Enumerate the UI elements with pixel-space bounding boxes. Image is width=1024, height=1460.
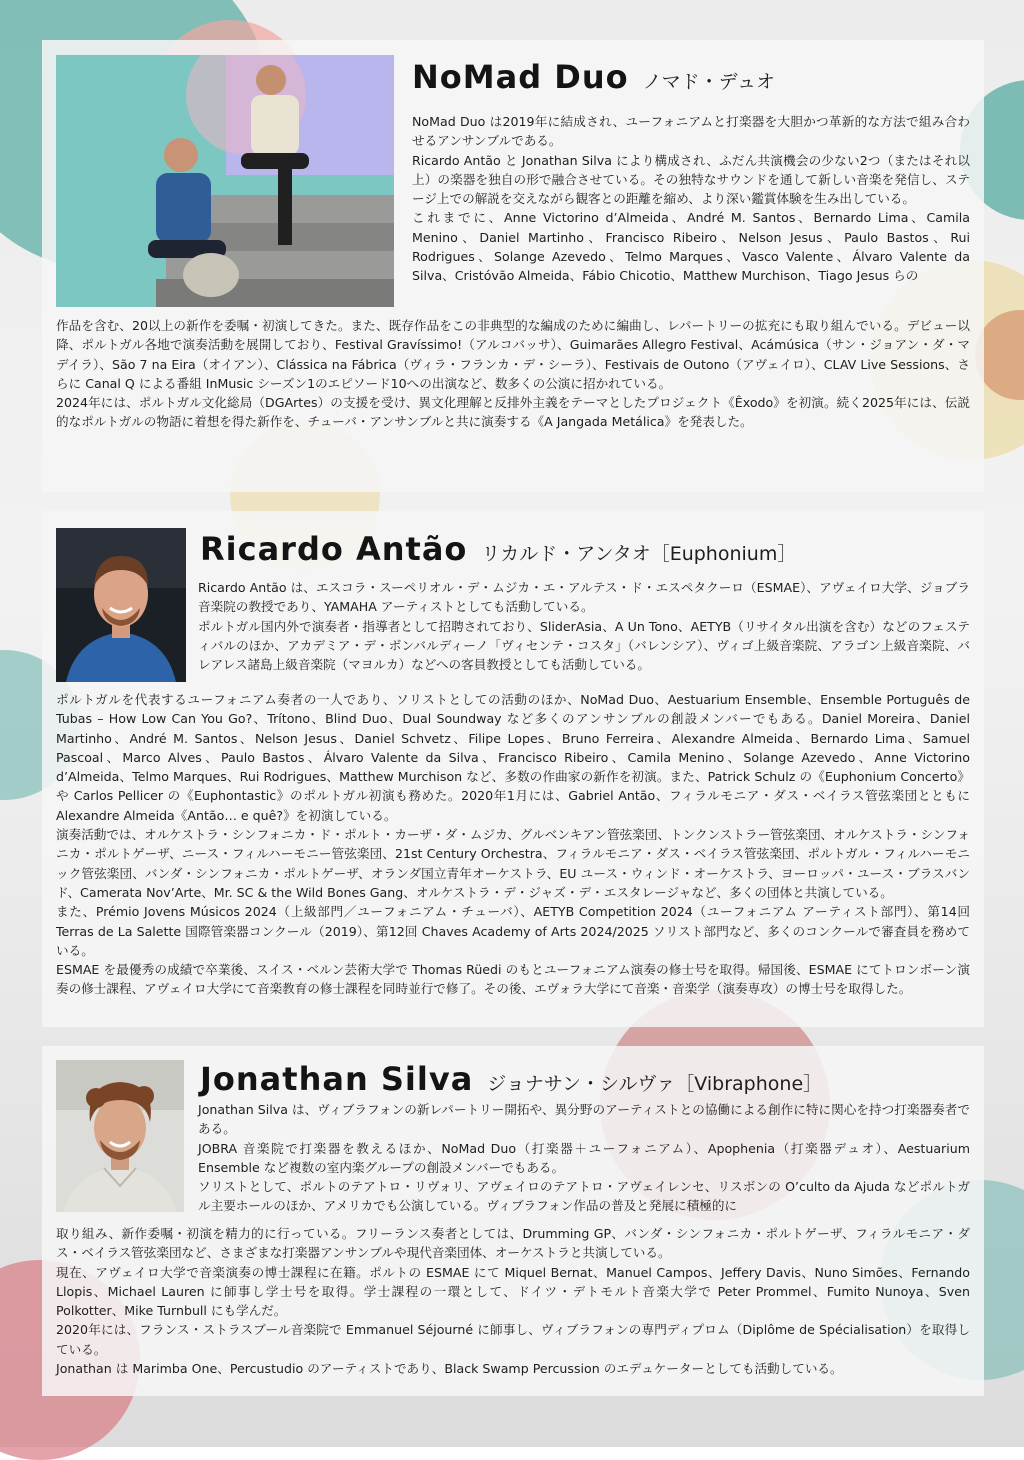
ricardo-antao-bio-bottom <box>56 690 970 999</box>
ricardo-antao-paragraph: ESMAE を最優秀の成績で卒業後、スイス・ベルン芸術大学で Thomas Rüedi のもとユーフォニアム演奏の修士号を取得。帰国後、ESMAE にてトロンボーン演奏の修士課程、アヴェイロ大学にて音楽教育の修士課程を同時並行で修了。その後、エヴォラ大学にて音楽・音楽学（演奏専攻）の博士号を取得した。 <box>56 962 970 997</box>
ricardo-antao-paragraph: また、Prémio Jovens Músicos 2024（上級部門／ユーフォニアム・チューバ）、AETYB Competition 2024（ユーフォニアム アーティスト部門）、第14回 Terras de La Salette 国際管楽器コンクール（2019）、第12回 Chaves Academy of Arts 2024/2025 ソリスト部門など、多くのコンクールで審査員を務めている。 <box>56 904 970 958</box>
jonathan-silva-name-en: Jonathan Silva <box>200 1060 474 1098</box>
nomad-duo-bio-top <box>412 112 970 286</box>
nomad-duo-photo-illustration <box>56 55 394 307</box>
ricardo-antao-name-ja: リカルド・アンタオ［Euphonium］ <box>481 543 797 565</box>
jonathan-silva-paragraph: 取り組み、新作委嘱・初演を精力的に行っている。フリーランス奏者としては、Drumming GP、バンダ・シンフォニカ・ポルトゲーザ、フィラルモニア・ダス・ベイラス管弦楽団など、さまざまな打楽器アンサンブルや現代音楽団体、オーケストラと共演している。 <box>56 1226 970 1261</box>
nomad-duo-paragraph: これまでに、Anne Victorino d’Almeida、André M. Santos、Bernardo Lima、Camila Menino、Daniel Martinho、Francisco Ribeiro、Nelson Jesus、Paulo Bastos、Rui Rodrigues、Solange Azevedo、Telmo Marques、Vasco Valente、Álvaro Valente da Silva、Cristóvão Almeida、Fábio Chicotio、Matthew Murchison、Tiago Jesus らの <box>412 210 970 284</box>
nomad-duo-paragraph: NoMad Duo は2019年に結成され、ユーフォニアムと打楽器を大胆かつ革新的な方法で組み合わせるアンサンブルである。 <box>412 114 970 149</box>
nomad-duo-photo <box>56 55 394 307</box>
jonathan-silva-photo-illustration <box>56 1060 184 1212</box>
jonathan-silva-paragraph: Jonathan は Marimba One、Percustudio のアーティストであり、Black Swamp Percussion のエデュケーターとしても活動している。 <box>56 1361 843 1377</box>
jonathan-silva-paragraph: Jonathan Silva は、ヴィブラフォンの新レパートリー開拓や、異分野のアーティストとの協働による創作に特に関心を持つ打楽器奏者である。 <box>198 1102 970 1137</box>
jonathan-silva-paragraph: ソリストとして、ポルトのテアトロ・リヴォリ、アヴェイロのテアトロ・アヴェイレンセ、リスボンの O’culto da Ajuda などポルトガル主要ホールのほか、アメリカでも公演している。ヴィブラフォン作品の普及と発展に積極的に <box>198 1179 970 1214</box>
ricardo-antao-photo <box>56 528 186 682</box>
nomad-duo-paragraph: Ricardo Antão と Jonathan Silva により構成され、ふだん共演機会の少ない2つ（またはそれ以上）の楽器を独自の形で融合させている。その独特なサウンドを通して新しい音楽を発信し、ステージ上での解説を交えながら観客との距離を縮め、より深い鑑賞体験を生み出している。 <box>412 152 970 207</box>
jonathan-silva-paragraph: JOBRA 音楽院で打楽器を教えるほか、NoMad Duo（打楽器＋ユーフォニアム）、Apophenia（打楽器デュオ）、Aestuarium Ensemble など複数の室内楽グループの創設メンバーでもある。 <box>198 1140 970 1175</box>
jonathan-silva-paragraph: 現在、アヴェイロ大学で音楽演奏の博士課程に在籍。ポルトの ESMAE にて Miquel Bernat、Manuel Campos、Jeffery Davis、Nuno Simões、Fernando Llopis、Michael Lauren に師事し学士号を取得。学士課程の一環として、ドイツ・デトモルト音楽大学で Peter Prommel、Fumito Nunoya、Sven Polkotter、Mike Turnbull にも学んだ。 <box>56 1264 970 1319</box>
nomad-duo-name-ja: ノマド・デュオ <box>642 71 776 93</box>
jonathan-silva-paragraph: 2020年には、フランス・ストラスブール音楽院で Emmanuel Séjourné に師事し、ヴィブラフォンの専門ディプロム（Diplôme de Spécialisation）を取得している。 <box>56 1322 970 1357</box>
ricardo-antao-paragraph: 演奏活動では、オルケストラ・シンフォニカ・ド・ポルト・カーザ・ダ・ムジカ、グルベンキアン管弦楽団、トンクンストラー管弦楽団、オルケストラ・シンフォニカ・ポルトゲーザ、ニース・フィルハーモニー管弦楽団、21st Century Orchestra、フィラルモニア・ダス・ベイラス管弦楽団、ポルトガル・フィルハーモニック管弦楽団、バンダ・シンフォニカ・ポルトゲーザ、オランダ国立青年オーケストラ、EU ユース・ウィンド・オーケストラ、ヨーロッパ・ユース・ブラスバンド、Camerata Nov’Arte、Mr. SC & the Wild Bones Gang、オルケストラ・デ・ジャズ・デ・エスタレージャなど、多くの団体と共演している。 <box>56 827 970 900</box>
nomad-duo-heading <box>412 58 775 96</box>
nomad-duo-paragraph: 2024年には、ポルトガル文化総局（DGArtes）の支援を受け、異文化理解と反排外主義をテーマとしたプロジェクト《Êxodo》を初演。続く2025年には、伝説的なポルトガルの物語に着想を得た新作を、チューバ・アンサンブルと共に演奏する《A Jangada Metálica》を発表した。 <box>56 395 970 430</box>
jonathan-silva-heading <box>200 1060 822 1098</box>
nomad-duo-paragraph: 作品を含む、20以上の新作を委嘱・初演してきた。また、既存作品をこの非典型的な編成のために編曲し、レパートリーの拡充にも取り組んでいる。デビュー以降、ポルトガル各地で演奏活動を展開しており、Festival Gravíssimo!（アルコバッサ）、Guimarães Allegro Festival、Acámúsica（サン・ジョアン・ダ・マデイラ）、São 7 na Eira（オイアン）、Clássica na Fábrica（ヴィラ・フランカ・デ・シーラ）、Festivais de Outono（アヴェイロ）、CLAV Live Sessions、さらに Canal Q による番組 InMusic シーズン1のエピソード10への出演など、数多くの公演に招かれている。 <box>56 318 970 391</box>
ricardo-antao-paragraph: ポルトガル国内外で演奏者・指導者として招聘されており、SliderAsia、A Un Tono、AETYB（リサイタル出演を含む）などのフェスティバルのほか、アカデミア・デ・ボンバルディーノ「ヴィセンテ・コスタ」（バレンシア）、ヴィゴ上級音楽院、アラゴン上級音楽院、バレアレス諸島上級音楽院（マヨルカ）などへの客員教授としても活動している。 <box>198 618 970 673</box>
jonathan-silva-bio-top <box>198 1100 970 1216</box>
ricardo-antao-photo-illustration <box>56 528 186 682</box>
jonathan-silva-photo <box>56 1060 184 1212</box>
ricardo-antao-paragraph: Ricardo Antão は、エスコラ・スーペリオル・デ・ムジカ・エ・アルテス・ド・エスペタクーロ（ESMAE）、アヴェイロ大学、ジョブラ音楽院の教授であり、YAMAHA アーティストとしても活動している。 <box>198 580 970 615</box>
ricardo-antao-bio-top <box>198 578 970 674</box>
ricardo-antao-name-en: Ricardo Antão <box>200 530 468 568</box>
ricardo-antao-heading <box>200 530 796 568</box>
nomad-duo-name-en: NoMad Duo <box>412 58 629 96</box>
ricardo-antao-paragraph: ポルトガルを代表するユーフォニアム奏者の一人であり、ソリストとしての活動のほか、NoMad Duo、Aestuarium Ensemble、Ensemble Português de Tubas – How Low Can You Go?、Trítono、Blind Duo、Dual Soundway など多くのアンサンブルの創設メンバーでもある。Daniel Moreira、Daniel Martinho、André M. Santos、Nelson Jesus、Daniel Schvetz、Filipe Lopes、Bruno Ferreira、Alexandre Almeida、Bernardo Lima、Samuel Pascoal、Marco Alves、Paulo Bastos、Álvaro Valente da Silva、Francisco Ribeiro、Camila Menino、Solange Azevedo、Anne Victorino d’Almeida、Telmo Marques、Rui Rodrigues、Matthew Murchison など、多数の作曲家の新作を初演。また、Patrick Schulz の《Euphonium Concerto》や Carlos Pellicer の《Euphontastic》のポルトガル初演も務めた。2020年1月には、Gabriel Antão、フィラルモニア・ダス・ベイラス管弦楽団とともに Alexandre Almeida《Antão… e quê?》を初演している。 <box>56 692 970 823</box>
nomad-duo-bio-bottom <box>56 316 970 432</box>
jonathan-silva-bio-bottom <box>56 1224 970 1378</box>
jonathan-silva-name-ja: ジョナサン・シルヴァ［Vibraphone］ <box>487 1073 823 1095</box>
